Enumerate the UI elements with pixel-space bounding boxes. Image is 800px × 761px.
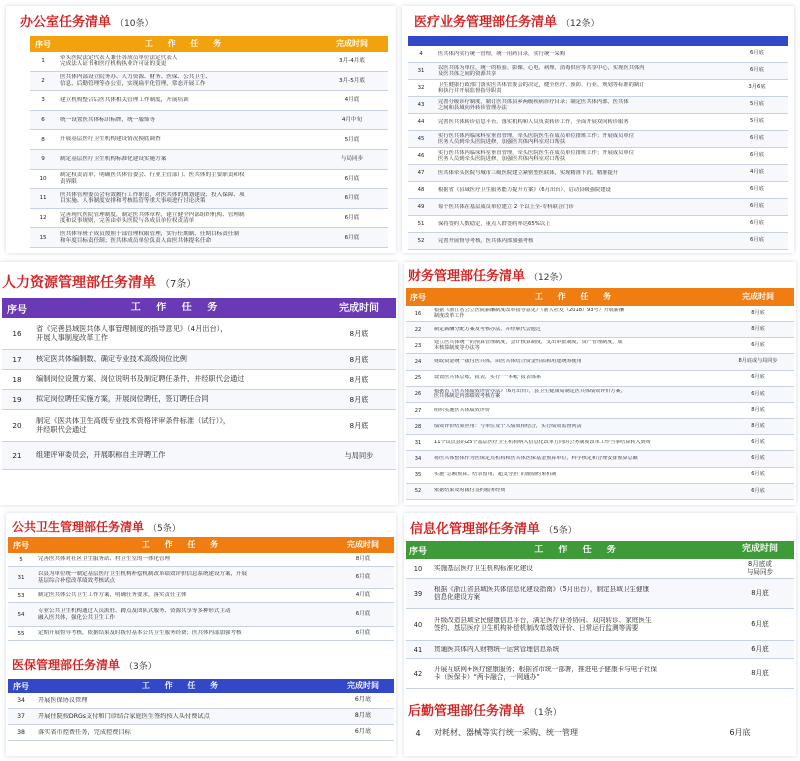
row-number: 44 bbox=[417, 119, 425, 125]
logistics-title-text: 后勤管理部任务清单 bbox=[408, 704, 526, 719]
row-task: 根据省《医共体绩效评价办法》（6月出台），县卫生健康局制定医共体绩效评价方案， 医共体制定内部绩效考核方案 bbox=[434, 388, 626, 400]
office-title bbox=[20, 16, 153, 29]
row-deadline: 8月底 bbox=[751, 588, 769, 597]
row-deadline: 6月底 bbox=[750, 135, 764, 142]
finance-row bbox=[406, 451, 794, 467]
row-deadline: 6月底 bbox=[354, 728, 372, 736]
finance-row bbox=[406, 403, 794, 419]
row-number: 46 bbox=[417, 153, 425, 159]
office-row bbox=[30, 228, 388, 248]
row-deadline: 与局同步 bbox=[340, 156, 364, 163]
finance-row bbox=[406, 435, 794, 451]
medical-title bbox=[414, 16, 599, 29]
office-hdr-task: 工 作 任 务 bbox=[144, 39, 228, 49]
row-task: 制定《医共体卫生高级专业技术资格评审条件标准（试行）》， 并经职代会通过 bbox=[36, 417, 231, 434]
row-number: 49 bbox=[417, 204, 425, 210]
row-task: 落实省市控费任务，完成控费目标 bbox=[38, 728, 131, 736]
row-task: 实行医共体内临床科室垂直管理，牵头医院医生在成员单位排班工作；开展成员单位 医务人员到牵头医院进修，加强医共体内科室对口帮扶 bbox=[438, 149, 634, 162]
row-number: 45 bbox=[417, 136, 425, 142]
row-deadline: 4月中旬 bbox=[341, 117, 363, 123]
finance-row bbox=[406, 338, 794, 354]
insurance-count: （3条） bbox=[124, 662, 157, 672]
row-number: 16 bbox=[12, 329, 22, 338]
row-task: 对耗材、器械等实行统一采购、统一管理 bbox=[434, 728, 578, 738]
hr-row bbox=[2, 390, 396, 410]
finance-row bbox=[406, 354, 794, 370]
medical-title-text: 医疗业务管理部任务清单 bbox=[414, 15, 558, 30]
hr-panel bbox=[0, 262, 398, 505]
row-number: 5 bbox=[19, 556, 23, 563]
row-deadline: 8月底 bbox=[751, 309, 765, 316]
insurance-hdr-task: 工 作 任 务 bbox=[141, 681, 225, 691]
finance-title bbox=[408, 270, 567, 283]
row-task: 根据《浙江省县域医共体信息化建设指南》（5月出台），制定县域卫生健康 信息化建设方案 bbox=[434, 585, 650, 601]
row-number: 3 bbox=[41, 97, 45, 104]
row-task: 完善分级诊疗制度，制订医共体县乡两级疾病诊疗目录；制定医共体内部、医共体 之间和县域向外转诊管理办法 bbox=[438, 98, 629, 111]
row-deadline: 4月底 bbox=[344, 97, 360, 104]
row-deadline: 6月底 bbox=[751, 471, 765, 478]
row-number: 24 bbox=[414, 359, 422, 366]
public-hdr-task: 工 作 任 务 bbox=[141, 540, 225, 550]
row-number: 16 bbox=[414, 310, 422, 317]
office-hdr-time: 完成时间 bbox=[336, 38, 368, 48]
row-task: 组织实施医共体绩效评价 bbox=[434, 407, 491, 413]
row-task: 以医共体为单位，统一的检验、影像、心电、病理、消毒供应等共享中心，实现医共体内 及医共体之间的资源共享 bbox=[438, 64, 645, 77]
row-deadline: 6月底 bbox=[354, 696, 372, 704]
row-task: 医共体牵头医院与城市三级医院建立紧密型医联体，实现精准下沉、精准提升 bbox=[438, 169, 619, 176]
public-hdr-time: 完成时间 bbox=[347, 539, 379, 549]
row-number: 34 bbox=[17, 697, 25, 704]
row-deadline: 8月底或与局同步 bbox=[738, 358, 778, 365]
logistics-table bbox=[406, 723, 794, 743]
medical-row bbox=[408, 199, 788, 216]
row-number: 38 bbox=[17, 729, 25, 736]
insurance-table bbox=[8, 693, 394, 741]
row-task: 建立医共体统一的预算管理制度，会计核算制度，支出审批制度，资产管理制度，成 本核算制度等办法等 bbox=[434, 340, 623, 351]
medical-row bbox=[408, 46, 788, 63]
hr-count: （7条） bbox=[160, 279, 197, 290]
medical-header bbox=[408, 36, 788, 46]
row-deadline: 6月底 bbox=[355, 574, 371, 581]
row-task: 开展住院按DRGs支付和门诊结合家庭医生签约按人头付费试点 bbox=[38, 712, 210, 720]
medical-row bbox=[408, 216, 788, 233]
finance-row bbox=[406, 306, 794, 322]
public-header bbox=[8, 537, 394, 553]
it-count: （5条） bbox=[544, 526, 577, 536]
row-number: 19 bbox=[12, 395, 22, 404]
row-number: 34 bbox=[414, 455, 422, 462]
office-hdr-no: 序号 bbox=[35, 39, 51, 49]
finance-row bbox=[406, 322, 794, 338]
row-number: 10 bbox=[413, 564, 423, 573]
insurance-hdr-no: 序号 bbox=[13, 681, 29, 691]
row-task: 绩效评价结果应用：与单位及个人绩效相结合，实行绩效监督问责 bbox=[434, 423, 582, 429]
finance-title-text: 财务管理部任务清单 bbox=[408, 269, 526, 284]
row-number: 20 bbox=[12, 421, 22, 430]
row-number: 54 bbox=[17, 611, 25, 618]
row-deadline: 8月底 bbox=[751, 422, 765, 429]
row-task: 开展基层医疗卫生机构建设情况摸底调查 bbox=[60, 136, 161, 143]
row-task: 制定权责清单，明确医共体管委会、行业主管部门、医共体的主要职责和权 责界限 bbox=[60, 172, 245, 185]
row-task: 依据结果及时拨付签约服务经费 bbox=[434, 488, 506, 494]
office-row bbox=[30, 72, 388, 92]
row-task: 保持签约人数稳定，重点人群签约率达65%以上 bbox=[438, 220, 551, 227]
it-hdr-time: 完成时间 bbox=[741, 544, 778, 555]
hr-title-text: 人力资源管理部任务清单 bbox=[2, 275, 156, 291]
insurance-title bbox=[12, 659, 157, 672]
hr-row bbox=[2, 442, 396, 470]
row-deadline: 8月底 bbox=[751, 325, 765, 332]
row-deadline: 6月底 bbox=[751, 455, 765, 462]
row-number: 31 bbox=[17, 574, 25, 581]
it-table bbox=[406, 559, 794, 689]
row-task: 升级改造县域全民健康信息平台，满足医疗业务协同、双向转诊、家庭医生 签约、基层医疗卫生机构补偿机制改革绩效评价、日常运行监测等需要 bbox=[434, 616, 652, 632]
row-deadline: 3月-5月底 bbox=[339, 77, 365, 84]
office-row bbox=[30, 189, 388, 209]
row-task: 11个试点县的25个基层医疗卫生机构纳入信息化改革方向的公务制度改革工作当事结算转入到费 bbox=[434, 439, 651, 445]
row-deadline: 6月底 bbox=[355, 630, 371, 637]
it-row bbox=[406, 641, 794, 659]
it-row bbox=[406, 559, 794, 579]
row-number: 52 bbox=[414, 488, 422, 495]
row-task: 实施“总额预算、结余留用、超支分担”的激励约束机制 bbox=[434, 472, 557, 478]
office-panel bbox=[6, 6, 396, 253]
row-number: 15 bbox=[39, 234, 47, 241]
medical-row bbox=[408, 165, 788, 182]
finance-row bbox=[406, 371, 794, 387]
hr-title bbox=[2, 276, 196, 290]
logistics-row bbox=[406, 723, 794, 743]
insurance-header bbox=[8, 679, 394, 693]
row-task: 定期开展督导考核，依据结果及时拨付基本公共卫生服务经费；医共体内部加强考核 bbox=[38, 630, 242, 637]
row-task: 医共体导班子成员按照干部管理权限管理，实行任期制、任期目标责任制 和年度目标责任制；医共体成员单位负责人由医共体提名任命 bbox=[60, 231, 240, 244]
row-deadline: 6月底 bbox=[750, 220, 764, 227]
medical-table bbox=[408, 46, 788, 250]
row-number: 52 bbox=[417, 238, 425, 244]
row-number: 8 bbox=[41, 136, 45, 143]
hr-hdr-task: 工 作 任 务 bbox=[130, 302, 224, 314]
office-row bbox=[30, 52, 388, 72]
row-task: 设置医共体总账、报表，实行“一本帐”报表体系 bbox=[434, 375, 542, 381]
hr-header bbox=[2, 298, 396, 318]
it-title bbox=[410, 523, 577, 536]
insurance-row bbox=[8, 725, 394, 741]
row-task: 完善医共体对社区卫生服务站、村卫生室的一体化管理 bbox=[38, 556, 171, 563]
row-number: 42 bbox=[413, 669, 423, 678]
row-task: 拟定岗位聘任实施方案，开展岗位聘任，签订聘任合同 bbox=[36, 395, 209, 404]
insurance-hdr-time: 完成时间 bbox=[347, 680, 379, 690]
it-hdr-no: 序号 bbox=[408, 546, 427, 557]
row-deadline: 6月底 bbox=[750, 203, 764, 210]
row-task: 完善医共体转诊信息平台，落实机构和人员负责转诊工作，全面开展双向转诊服务 bbox=[438, 118, 629, 125]
row-number: 4 bbox=[419, 51, 423, 57]
row-number: 18 bbox=[12, 375, 22, 384]
office-count: （10条） bbox=[115, 19, 154, 29]
row-deadline: 6月底 bbox=[344, 234, 360, 241]
it-row bbox=[406, 659, 794, 689]
row-deadline: 与局同步 bbox=[344, 450, 374, 460]
finance-panel bbox=[404, 262, 796, 505]
row-number: 12 bbox=[39, 215, 47, 222]
public-title bbox=[12, 521, 181, 534]
public-row bbox=[8, 567, 394, 589]
finance-hdr-no: 序号 bbox=[410, 292, 426, 302]
row-number: 10 bbox=[39, 175, 47, 182]
office-row bbox=[30, 111, 388, 131]
row-number: 4 bbox=[415, 728, 421, 738]
row-deadline: 6月底 bbox=[750, 237, 764, 244]
public-title-text: 公共卫生管理部任务清单 bbox=[12, 520, 145, 534]
row-task: 财政资金统一拨付医共体，由医共体结合资金性质和用途统筹使用 bbox=[434, 359, 582, 365]
row-deadline: 3月6底 bbox=[748, 84, 766, 91]
row-number: 6 bbox=[41, 117, 45, 124]
row-deadline: 8月底 bbox=[349, 420, 369, 430]
row-deadline: 8月底 bbox=[349, 354, 369, 364]
row-deadline: 6月底 bbox=[751, 619, 769, 628]
row-number: 31 bbox=[417, 68, 425, 74]
row-deadline: 8月底 bbox=[349, 374, 369, 384]
row-task: 根据《浙江省公立医院薪酬制度改革指导意见》（浙人社发（2018）93号）开展薪酬 制度改革工作 bbox=[434, 307, 625, 319]
medical-row bbox=[408, 80, 788, 97]
row-deadline: 5月底 bbox=[750, 101, 764, 108]
row-number: 43 bbox=[417, 102, 425, 108]
row-number: 21 bbox=[12, 451, 22, 460]
row-number: 17 bbox=[12, 355, 22, 364]
row-task: 制定薪酬分配方案及考核办法，并经职代会通过 bbox=[434, 326, 541, 332]
row-task: 医共体内部设立院务办、人力资源、财务、医保、公共卫生、 信息、后勤管理等办公室，实现扁平化管理，常态开展工作 bbox=[60, 74, 212, 87]
finance-hdr-time: 完成时间 bbox=[742, 291, 774, 301]
office-row bbox=[30, 91, 388, 111]
office-header bbox=[30, 36, 388, 52]
medical-row bbox=[408, 63, 788, 80]
row-deadline: 8月底 bbox=[354, 712, 372, 720]
row-task: 核定医共体编制数、确定专业技术高级岗位比例 bbox=[36, 355, 187, 364]
row-number: 47 bbox=[417, 170, 425, 176]
row-task: 每个医共体在基层成员单位建立 2 个以上全-专科联合门诊 bbox=[438, 203, 574, 210]
row-deadline: 6月底 bbox=[751, 487, 765, 494]
finance-row bbox=[406, 387, 794, 403]
hr-hdr-no: 序号 bbox=[7, 304, 27, 316]
row-deadline: 6月底 bbox=[750, 186, 764, 193]
row-deadline: 6月底 bbox=[751, 374, 765, 381]
row-number: 32 bbox=[417, 85, 425, 91]
public-hdr-no: 序号 bbox=[13, 540, 29, 550]
it-header bbox=[406, 541, 794, 559]
row-number: 9 bbox=[41, 156, 45, 163]
row-number: 53 bbox=[17, 592, 25, 599]
it-panel bbox=[404, 513, 796, 756]
row-deadline: 6月底 bbox=[344, 175, 360, 182]
hr-row bbox=[2, 370, 396, 390]
row-deadline: 6月底 bbox=[344, 195, 360, 202]
row-deadline: 8月底 bbox=[349, 394, 369, 404]
public-table bbox=[8, 553, 394, 641]
row-number: 22 bbox=[414, 326, 422, 333]
finance-header bbox=[406, 288, 794, 306]
row-number: 1 bbox=[41, 58, 45, 65]
medical-row bbox=[408, 148, 788, 165]
row-deadline: 6月底 bbox=[751, 342, 765, 349]
row-task: 建立机构整合后医共体相关管理工作制度，开展培训 bbox=[60, 97, 189, 104]
logistics-title bbox=[408, 705, 562, 718]
hr-row bbox=[2, 410, 396, 442]
row-deadline: 8月底 bbox=[751, 406, 765, 413]
row-task: 牵头医院法定代表人兼任各成员单位法定代表人 完成法人证书和医疗机构执业许可证的变更 bbox=[60, 54, 178, 68]
row-deadline: 6月底 bbox=[750, 152, 764, 159]
row-task: 制定医共体公共卫生工作方案，明确任务要求，落实责任主体 bbox=[38, 592, 187, 599]
row-deadline: 8月底 bbox=[751, 668, 769, 677]
it-hdr-task: 工 作 任 务 bbox=[534, 544, 622, 555]
row-task: 组建评审委员会，开展职称自主评聘工作 bbox=[36, 451, 166, 460]
office-title-text: 办公室任务清单 bbox=[20, 15, 112, 30]
medical-row bbox=[408, 97, 788, 114]
medical-row bbox=[408, 182, 788, 199]
row-number: 35 bbox=[414, 472, 422, 479]
row-task: 医共体管理委员会有效履行工作职责，对医共体的规划建设、投入保障、项 目实施、人事制度安排和考核监管等重大事项进行讨论决策 bbox=[60, 192, 245, 205]
row-number: 39 bbox=[413, 589, 423, 598]
row-deadline: 6月底 bbox=[751, 644, 769, 653]
row-number: 28 bbox=[414, 423, 422, 430]
finance-hdr-task: 工 作 任 务 bbox=[534, 292, 618, 302]
row-number: 48 bbox=[417, 187, 425, 193]
finance-row bbox=[406, 484, 794, 500]
row-task: 完善现代医院管理制度，制定医共体章程，建立健全内部组织机构、管理制 度和议事规则，完善由牵头医院与各成员单位权责清单 bbox=[60, 211, 245, 225]
row-task: 开展互联网+医疗健康服务；根据省市统一部署，推进电子健康卡与电子社保 卡（医保卡）“两卡融合，一网通办” bbox=[434, 665, 658, 681]
public-panel bbox=[6, 513, 396, 756]
row-number: 55 bbox=[17, 630, 25, 637]
row-number: 25 bbox=[414, 375, 422, 382]
row-deadline: 6月底 bbox=[751, 439, 765, 446]
hr-row bbox=[2, 318, 396, 350]
row-task: 贯通医共体内人财物统一运营管理信息系统 bbox=[434, 645, 560, 653]
public-row bbox=[8, 553, 394, 567]
row-task: 根据省《县域医疗卫生服务能力提升方案》（6月出台），启动县级强院建设 bbox=[438, 186, 611, 193]
public-row bbox=[8, 603, 394, 627]
row-task: 实施基层医疗卫生机构标准化建设 bbox=[434, 564, 533, 572]
row-task: 实行医共体内临床科室垂直管理，牵头医院医生在成员单位排班工作；开展成员单位 医务人员到牵头医院进修，加强医共体内科室对口帮扶 bbox=[438, 132, 634, 145]
row-deadline: 8月底 bbox=[355, 556, 371, 563]
row-deadline: 5月底 bbox=[344, 136, 360, 143]
row-number: 40 bbox=[413, 620, 423, 629]
medical-row bbox=[408, 233, 788, 250]
row-deadline: 5月底 bbox=[750, 118, 764, 125]
finance-count: （12条） bbox=[529, 273, 568, 283]
row-number: 37 bbox=[17, 713, 25, 720]
it-row bbox=[406, 609, 794, 641]
row-number: 41 bbox=[413, 645, 423, 654]
row-task: 编制岗位设置方案、岗位说明书及制定聘任条件，并经职代会通过 bbox=[36, 375, 245, 384]
insurance-row bbox=[8, 709, 394, 725]
row-task: 专业公共卫生机构通过人员派驻、蹲点及团队式服务、资源共享等多种形式主动 融入医共体，强化公共卫生工作 bbox=[38, 608, 231, 621]
row-deadline: 6月底 bbox=[750, 50, 764, 57]
row-deadline: 6月底 bbox=[355, 611, 371, 618]
it-row bbox=[406, 579, 794, 609]
row-deadline: 8月底 bbox=[349, 328, 369, 338]
office-row bbox=[30, 130, 388, 150]
row-number: 26 bbox=[414, 391, 422, 398]
medical-row bbox=[408, 131, 788, 148]
row-deadline: 6月底 bbox=[344, 214, 360, 221]
public-count: （5条） bbox=[148, 524, 181, 534]
hr-table bbox=[2, 318, 396, 498]
row-task: 卫生健康行政部门落实医共体管委会的决定，健全医疗、预防、行业、规划等标准的制订 和执行并开展监督指导职责 bbox=[438, 81, 645, 94]
medical-panel bbox=[402, 6, 794, 253]
medical-row bbox=[408, 114, 788, 131]
insurance-row bbox=[8, 693, 394, 709]
it-title-text: 信息化管理部任务清单 bbox=[410, 522, 541, 537]
row-deadline: 3月-4月底 bbox=[339, 58, 365, 65]
row-task: 将医共体整体作为医保定点机构和医共体医保基金预算单位，科学核定和合理安排预算总额 bbox=[434, 456, 638, 462]
row-number: 11 bbox=[39, 195, 47, 202]
finance-row bbox=[406, 419, 794, 435]
hr-row bbox=[2, 350, 396, 370]
row-task: 完善开展督导考核，医共体内部加强考核 bbox=[438, 237, 534, 244]
row-deadline: 4月底 bbox=[355, 592, 371, 599]
row-number: 51 bbox=[417, 221, 425, 227]
row-deadline: 6月底 bbox=[751, 390, 765, 397]
public-row bbox=[8, 627, 394, 641]
office-table bbox=[30, 52, 388, 248]
row-deadline: 6月底 bbox=[729, 727, 751, 737]
finance-row bbox=[406, 468, 794, 484]
row-deadline: 6月底 bbox=[750, 67, 764, 74]
office-row bbox=[30, 170, 388, 190]
row-task: 开展医保协议管理 bbox=[38, 696, 88, 704]
row-task: 制定基层医疗卫生机构标准化建设实施方案 bbox=[60, 156, 167, 163]
public-row bbox=[8, 589, 394, 603]
row-number: 27 bbox=[414, 407, 422, 414]
insurance-title-text: 医保管理部任务清单 bbox=[12, 658, 121, 672]
logistics-count: （1条） bbox=[529, 708, 562, 718]
row-task: 以县为单位统一制定基层医疗卫生机构补偿机制改革绩效评价信息系统建设方案，开展 基层综合补偿改革绩效考核试点 bbox=[38, 571, 248, 584]
row-deadline: 4月底 bbox=[750, 169, 764, 176]
hr-hdr-time: 完成时间 bbox=[339, 302, 379, 314]
row-number: 23 bbox=[414, 342, 422, 349]
medical-count: （12条） bbox=[561, 19, 600, 29]
row-number: 2 bbox=[41, 77, 45, 84]
row-task: 省《完善县域医共体人事管理制度的指导意见》（4月出台）， 开展人事制度改革工作 bbox=[36, 325, 228, 342]
finance-table bbox=[406, 306, 794, 500]
row-task: 医共体内实行统一管理，统一用药目录，实行统一采购 bbox=[438, 50, 566, 57]
row-task: 统一设置医共体标识标牌，统一服饰等 bbox=[60, 116, 156, 123]
office-row bbox=[30, 209, 388, 229]
row-number: 31 bbox=[414, 439, 422, 446]
row-deadline: 8月底或 与局同步 bbox=[746, 560, 774, 576]
office-row bbox=[30, 150, 388, 170]
